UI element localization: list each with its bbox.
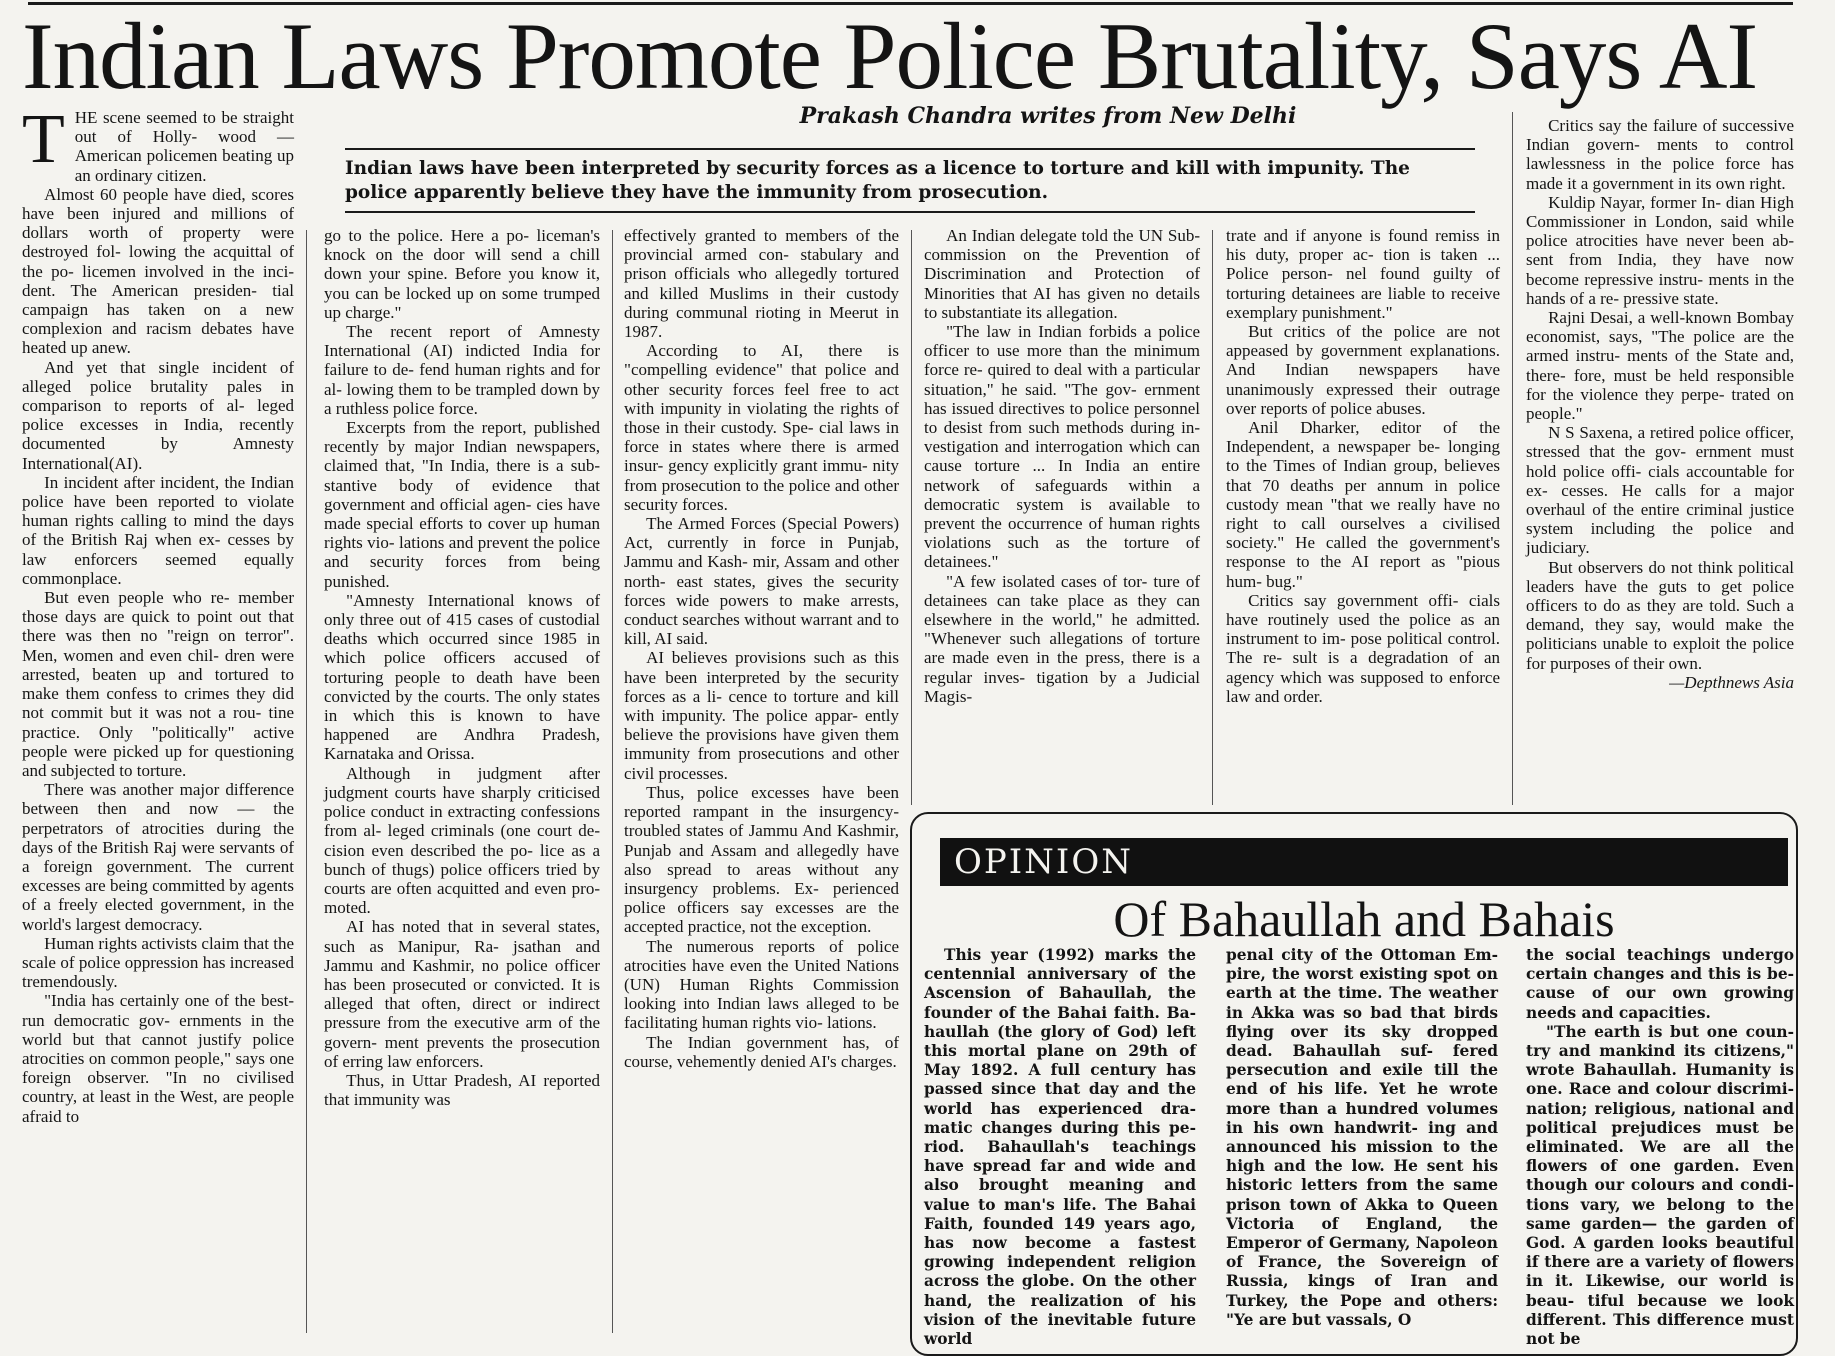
article-paragraph: Anil Dharker, editor of the Independent, a newspaper be- longing to the Times of Indian group, believes that 70 deaths per annum in police custody mean "that we really have no right to call ourselves a civilised society." He called the government's response to the AI report as "pious hum- bug." xyxy=(1226,418,1500,591)
article-paragraph: Critics say the failure of successive Indian govern- ments to control lawlessness in the police force has made it a government in its own right. xyxy=(1526,116,1794,193)
opinion-paragraph: This year (1992) marks the centennial anniversary of the Ascension of Bahaullah, the founder of the Bahai faith. Ba- haullah (the glory of God) left this mortal plane on 29th of May 1892. A full century has passed since that day and the world has experienced dra- matic changes during this pe- riod. Bahaullah's teachings have spread far and wide and also brought meaning and value to man's life. The Bahai Faith, founded 149 years ago, has now become a fastest growing independent religion across the globe. On the other hand, the realization of his vision of the inevitable future world xyxy=(924,946,1196,1349)
deck-rule xyxy=(345,212,1475,213)
column-divider xyxy=(911,230,912,805)
article-paragraph: And yet that single incident of alleged police brutality pales in comparison to reports of al- leged police excesses in India, recently documented by Amnesty International(AI). xyxy=(22,357,294,473)
article-paragraph: Human rights activists claim that the scale of police oppression has increased tremendously. xyxy=(22,933,294,992)
article-paragraph: But even people who re- member those days are quick to point out that there was then no "reign on terror". Men, women and even chil- dren were arrested, beaten up and tortured to make them confess to crimes they did not commit but it was not a rou- tine practice. Only "politically" active people were picked up for questioning and subjected to torture. xyxy=(22,588,294,780)
article-paragraph: But critics of the police are not appeased by government explanations. And Indian newspapers have unanimously expressed their outrage over reports of police abuses. xyxy=(1226,322,1500,418)
article-paragraph: Almost 60 people have died, scores have been injured and millions of dollars worth of property were destroyed fol- lowing the acquittal of the po- licemen involved in the inci- dent. The American presiden- tial campaign has taken on a new complexion and racism debates have heated up anew. xyxy=(22,184,294,358)
article-paragraph: THE scene seemed to be straight out of Holly- wood — American policemen beating up an ordinary citizen. xyxy=(22,101,294,185)
article-paragraph: trate and if anyone is found remiss in his duty, proper ac- tion is taken ... Police person- nel found guilty of torturing detainees are liable to receive exemplary punishment." xyxy=(1226,226,1500,322)
article-paragraph: AI has noted that in several states, such as Manipur, Ra- jsathan and Jammu and Kashmir, no police officer has been prosecuted or convicted. It is alleged that often, direct or indirect pressure from the executive arm of the govern- ment prevents the prosecution of erring law enforcers. xyxy=(324,917,600,1071)
article-paragraph: The Armed Forces (Special Powers) Act, currently in force in Punjab, Jammu and Kash- mir, Assam and other north- east states, gives the security forces wide powers to make arrests, conduct searches without warrant and to kill, AI said. xyxy=(624,514,899,649)
article-paragraph: Kuldip Nayar, former In- dian High Commissioner in London, said while police atrocities have never been ab- sent from India, they have now become repressive instru- ments in the hands of a re- pressive state. xyxy=(1526,192,1794,308)
column-divider xyxy=(306,230,307,1333)
opinion-column-3 xyxy=(1526,946,1794,1349)
article-paragraph: In incident after incident, the Indian police have been reported to violate human rights calling to mind the days of the British Raj when ex- cesses by law enforcers seemed equally commonplace. xyxy=(22,472,294,588)
article-paragraph: "India has certainly one of the best-run democratic gov- ernments in the world but that cannot justify police atrocities on common people," says one foreign observer. "In no civilised country, at least in the West, are people afraid to xyxy=(22,991,294,1126)
article-column-2 xyxy=(324,226,600,1333)
headline: Indian Laws Promote Police Brutality, Says AI xyxy=(22,3,1758,109)
drop-cap: T xyxy=(22,101,65,178)
article-column-6 xyxy=(1526,116,1794,806)
opinion-label: OPINION xyxy=(940,838,1788,886)
article-paragraph: The recent report of Amnesty International (AI) indicted India for failure to de- fend human rights and for al- lowing them to be trampled down by a ruthless police force. xyxy=(324,322,600,418)
opinion-title: Of Bahaullah and Bahais xyxy=(1113,891,1615,947)
article-column-3 xyxy=(624,226,899,1333)
article-column-4 xyxy=(924,226,1200,804)
article-paragraph: N S Saxena, a retired police officer, stressed that the gov- ernment must hold police offi- cials accountable for ex- cesses. He calls for a major overhaul of the entire criminal justice system including the police and judiciary. xyxy=(1526,423,1794,558)
article-paragraph: Excerpts from the report, published recently by major Indian newspapers, claimed that, "In India, there is a sub- stantive body of evidence that government and official agen- cies have made special efforts to cover up human rights vio- lations and prevent the police and security forces from being punished. xyxy=(324,418,600,591)
opinion-paragraph: "The earth is but one coun- try and mankind its citizens," wrote Bahaullah. Humanity is one. Race and colour discrimi- nation; religious, national and political prejudices must be eliminated. We are all the flowers of one garden. Even though our colours and condi- tions vary, we belong to the same garden— the garden of God. A garden looks beautiful if there are a variety of flowers in it. Likewise, our world is beau- tiful because we look different. This difference must not be xyxy=(1526,1022,1794,1349)
opinion-column-1 xyxy=(924,946,1196,1349)
byline: Prakash Chandra writes from New Delhi xyxy=(799,103,1297,129)
article-paragraph: According to AI, there is "compelling evidence" that police and other security forces feel free to act with impunity in violating the rights of those in their custody. Spe- cial laws in force in states where there is armed insur- gency explicitly grant immu- nity from prosecution to the police and other security forces. xyxy=(624,341,899,514)
article-paragraph: Thus, in Uttar Pradesh, AI reported that immunity was xyxy=(324,1070,600,1110)
article-paragraph: Thus, police excesses have been reported rampant in the insurgency-troubled states of Jammu And Kashmir, Punjab and Assam and allegedly have also spread to areas without any insurgency problems. Ex- perienced police officers say excesses are the accepted practice, not the exception. xyxy=(624,782,899,937)
column-divider xyxy=(612,230,613,1333)
article-paragraph: Rajni Desai, a well-known Bombay economist, says, "The police are the armed instru- ments of the State and, there- fore, must be held responsible for the violence they perpe- trated on people." xyxy=(1526,308,1794,424)
article-column-1 xyxy=(22,101,294,1333)
article-paragraph: "A few isolated cases of tor- ture of detainees can take place as they can elsewhere in the world," he admitted. "Whenever such allegations of torture are made even in the press, there is a regular inves- tigation by a Judicial Magis- xyxy=(924,571,1200,706)
article-paragraph: The numerous reports of police atrocities have even the United Nations (UN) Human Rights Commission looking into Indian laws alleged to be facilitating human rights vio- lations. xyxy=(624,936,899,1033)
deck-summary: Indian laws have been interpreted by security forces as a licence to torture and kill with impunity. The police apparently believe they have the immunity from prosecution. xyxy=(345,148,1475,213)
article-paragraph: "The law in Indian forbids a police officer to use more than the minimum force re- quired to deal with a particular situation," he said. "The gov- ernment has issued directives to police personnel to desist from such methods during in- vestigation and interrogation which can cause torture ... In India an entire network of safeguards within a democratic system is available to prevent the occurrence of human rights violations such as the torture of detainees." xyxy=(924,322,1200,572)
opinion-paragraph: the social teachings undergo certain changes and this is be- cause of our own growing needs and capacities. xyxy=(1526,946,1794,1022)
article-column-5 xyxy=(1226,226,1500,804)
article-paragraph: Critics say government offi- cials have routinely used the police as an instrument to im- pose political control. The re- sult is a degradation of an agency which was supposed to enforce law and order. xyxy=(1226,590,1500,706)
article-paragraph: AI believes provisions such as this have been interpreted by the security forces as a li- cence to torture and kill with impunity. The police appar- ently believe the provisions have given them immunity from prosecutions and other civil processes. xyxy=(624,648,899,783)
article-paragraph: There was another major difference between then and now — the perpetrators of atrocities during the days of the British Raj were servants of a foreign government. The current excesses are being committed by agents of a freely elected government, in the world's largest democracy. xyxy=(22,780,294,934)
opinion-paragraph: penal city of the Ottoman Em- pire, the worst existing spot on earth at the time. The weather in Akka was so bad that birds flying over its sky dropped dead. Bahaullah suf- fered persecution and exile till the end of his life. Yet he wrote more than a hundred volumes in his own handwrit- ing and announced his mission to the high and the low. He sent his historic letters from the same prison town of Akka to Queen Victoria of England, the Emperor of Germany, Napoleon of France, the Sovereign of Russia, kings of Iran and Turkey, the Pope and others: "Ye are but vassals, O xyxy=(1226,946,1498,1329)
article-paragraph: "Amnesty International knows of only three out of 415 cases of custodial deaths which occurred since 1985 in which police officers accused of torturing people to death have been convicted by the courts. The only states in which this is known to have happened are Andhra Pradesh, Karnataka and Orissa. xyxy=(324,590,600,764)
column-divider xyxy=(1512,112,1513,805)
column-divider xyxy=(1212,230,1213,805)
article-paragraph: But observers do not think political leaders have the guts to get police officers to do as they are told. Such a demand, they say, would make the politicians unable to exploit the police for purposes of their own. xyxy=(1526,557,1794,673)
article-paragraph: The Indian government has, of course, vehemently denied AI's charges. xyxy=(624,1032,899,1071)
article-paragraph: go to the police. Here a po- liceman's knock on the door will send a chill down your spine. Before you know it, you can be locked up on some trumped up charge." xyxy=(324,226,600,322)
opinion-column-2 xyxy=(1226,946,1498,1333)
article-paragraph: An Indian delegate told the UN Sub-commission on the Prevention of Discrimination and Protection of Minorities that AI has given no details to substantiate its allegation. xyxy=(924,226,1200,322)
article-paragraph: Although in judgment after judgment courts have sharply criticised police conduct in extracting confessions from al- leged criminals (one court de- cision even described the po- lice as a bunch of thugs) police officers tried by courts are often acquitted and even pro- moted. xyxy=(324,763,600,918)
article-paragraph: effectively granted to members of the provincial armed con- stabulary and prison officials who allegedly tortured and killed Muslims in their custody during communal rioting in Meerut in 1987. xyxy=(624,226,899,342)
article-credit: —Depthnews Asia xyxy=(1669,672,1794,692)
